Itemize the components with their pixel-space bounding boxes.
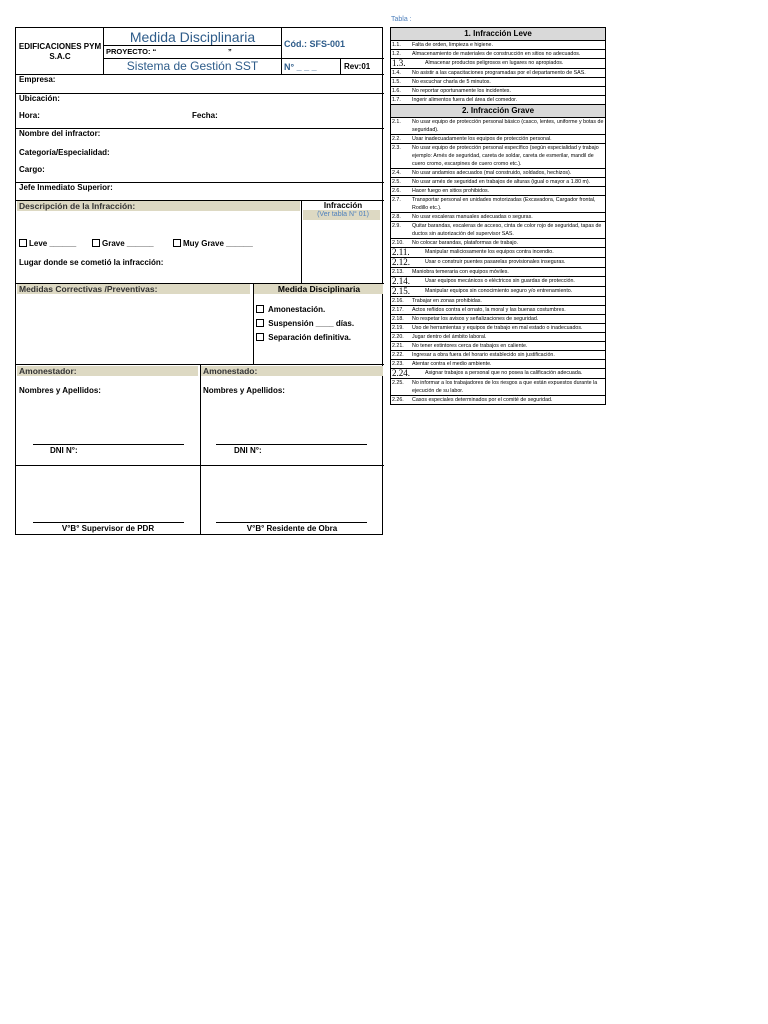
- infraction-number: 2.3.: [391, 144, 412, 169]
- form-code: Cód.: SFS-001: [284, 39, 346, 49]
- infraction-number: 2.13.: [391, 268, 412, 277]
- infraction-text: No colocar barandas, plataformas de trabajo.: [411, 239, 606, 248]
- table-row: [391, 351, 606, 360]
- amonestacion-label: Amonestación.: [267, 305, 326, 314]
- infraction-text: No asistir a las capacitaciones programadas por el departamento de SAS.: [411, 69, 606, 78]
- infraction-text: Manipular equipos sin conocimiento seguro y/o entrenamiento.: [411, 287, 606, 297]
- amonestador-heading: Amonestador:: [19, 366, 77, 376]
- infractor-label: Nombre del infractor:: [19, 129, 101, 138]
- infraction-number: 1.4.: [391, 69, 412, 78]
- table-row: [391, 118, 606, 135]
- amonestador-dni-label: DNI N°:: [50, 446, 78, 455]
- table-row: [391, 258, 606, 268]
- amonestacion-option[interactable]: [256, 305, 325, 314]
- infraction-text: Jugar dentro del ámbito laboral.: [411, 333, 606, 342]
- jefe-label: Jefe Inmediato Superior:: [19, 183, 113, 192]
- infraction-text: Ingerir alimentos fuera del área del comedor.: [411, 96, 606, 105]
- infraction-text: Almacenar productos peligrosos en lugares no apropiados.: [411, 59, 606, 69]
- infraction-text: No usar escaleras manuales adecuadas o seguras.: [411, 213, 606, 222]
- table-row: [391, 342, 606, 351]
- amonestado-nombres-label: Nombres y Apellidos:: [203, 386, 285, 395]
- infraction-text: Atentar contra el medio ambiente.: [411, 360, 606, 369]
- infraction-number: 2.25.: [391, 379, 412, 396]
- separacion-label: Separación definitiva.: [268, 333, 351, 342]
- infraction-number: 2.5.: [391, 178, 412, 187]
- table-row: [391, 69, 606, 78]
- table-row: [391, 369, 606, 379]
- infraction-number: 2.18.: [391, 315, 412, 324]
- table-row: [391, 268, 606, 277]
- infraction-number: 1.3.: [391, 59, 412, 69]
- infraction-text: Falta de orden, limpieza e higiene.: [411, 41, 606, 50]
- infraction-text: Hacer fuego en sitios prohibidos.: [411, 187, 606, 196]
- separacion-checkbox[interactable]: [256, 333, 264, 341]
- infraction-number: 2.10.: [391, 239, 412, 248]
- infraction-number: 2.6.: [391, 187, 412, 196]
- muy-grave-label: Muy Grave ______: [183, 239, 253, 248]
- ubicacion-label: Ubicación:: [19, 94, 60, 103]
- leve-checkbox[interactable]: [19, 239, 27, 247]
- table-row: [391, 306, 606, 315]
- table-row: [391, 96, 606, 105]
- table-row: [391, 297, 606, 306]
- vb-residente-label: V°B° Residente de Obra: [246, 524, 338, 533]
- infraction-number: 1.5.: [391, 78, 412, 87]
- table-row: [391, 396, 606, 405]
- disciplinary-form: [15, 27, 383, 535]
- suspension-option[interactable]: [256, 319, 354, 328]
- infraction-number: 2.14.: [392, 276, 410, 286]
- infraction-number: 2.1.: [391, 118, 412, 135]
- infraction-text: No tener extintores cerca de trabajos en caliente.: [411, 342, 606, 351]
- table-row: [391, 169, 606, 178]
- table-row: [391, 135, 606, 144]
- infraction-text: No usar equipo de protección personal específico (según especialidad y trabajo ejemplo: Arnés de seguridad, careta de soldar, careta de esmerilar, mandil de cuero cromo, escarpines de cuero cromo etc.).: [411, 144, 606, 169]
- table-caption: Tabla :: [391, 16, 412, 23]
- table-row: [391, 178, 606, 187]
- infractions-table: [390, 27, 606, 405]
- table-row: [391, 144, 606, 169]
- infraction-number: 2.12.: [392, 257, 410, 267]
- lugar-label: Lugar donde se cometió la infracción:: [19, 258, 164, 267]
- table-row: [391, 379, 606, 396]
- form-title: Medida Disciplinaria: [129, 29, 256, 45]
- grave-option[interactable]: [92, 239, 154, 248]
- infraction-text: No respetar los avisos y señalizaciones de seguridad.: [411, 315, 606, 324]
- infraction-text: No usar equipo de protección personal básico (casco, lentes, uniforme y botas de seguridad).: [411, 118, 606, 135]
- table-row: [391, 287, 606, 297]
- table-row: [391, 239, 606, 248]
- table-row: [391, 324, 606, 333]
- infraction-number: 2.4.: [391, 169, 412, 178]
- fecha-label: Fecha:: [192, 111, 218, 120]
- table-row: [391, 196, 606, 213]
- infraction-number: 2.11.: [392, 247, 410, 257]
- infraction-text: Usar equipos mecánicos o eléctricos sin guardas de protección.: [411, 277, 606, 287]
- table-row: [391, 315, 606, 324]
- infraction-text: No reportar oportunamente los incidentes.: [411, 87, 606, 96]
- infraction-text: Manipular maliciosamente los equipos contra incendio.: [411, 248, 606, 258]
- infraction-number: 2.9.: [391, 222, 412, 239]
- table-row: [391, 41, 606, 50]
- infraction-text: No escuchar charla de 5 minutos.: [411, 78, 606, 87]
- infraction-number: 2.17.: [391, 306, 412, 315]
- table-row: [391, 222, 606, 239]
- empresa-label: Empresa:: [19, 75, 56, 84]
- leve-label: Leve ______: [29, 239, 77, 248]
- hora-label: Hora:: [19, 111, 40, 120]
- descripcion-heading: Descripción de la Infracción:: [19, 201, 136, 211]
- infraction-text: Usar inadecuadamente los equipos de protección personal.: [411, 135, 606, 144]
- system-name: Sistema de Gestión SST: [126, 59, 259, 73]
- infraction-text: Trabajar en zonas prohibidas.: [411, 297, 606, 306]
- infraction-number: 2.16.: [391, 297, 412, 306]
- categoria-label: Categoría/Especialidad:: [19, 148, 110, 157]
- table-row: [391, 360, 606, 369]
- grave-label: Grave ______: [102, 239, 154, 248]
- infraction-number: 2.22.: [391, 351, 412, 360]
- form-revision: Rev:01: [344, 62, 371, 71]
- infraction-text: Actos reñidos contra el ornato, la moral y las buenas costumbres.: [411, 306, 606, 315]
- infraction-number: 2.7.: [391, 196, 412, 213]
- amonestador-nombres-label: Nombres y Apellidos:: [19, 386, 101, 395]
- table-row: [391, 333, 606, 342]
- table-row: [391, 277, 606, 287]
- infraction-text: Quitar barandas, escaleras de acceso, cinta de color rojo de seguridad, tapas de ductos sin autorización del supervisor SAS.: [411, 222, 606, 239]
- infraction-text: No usar andamios adecuados (mal construido, soldados, hechizos).: [411, 169, 606, 178]
- infraction-number: 2.24.: [392, 368, 410, 378]
- amonestacion-checkbox[interactable]: [256, 305, 264, 313]
- medida-disciplinaria-heading: Medida Disciplinaria: [277, 284, 361, 294]
- table-row: [391, 50, 606, 59]
- infraction-number: 2.23.: [391, 360, 412, 369]
- muy-grave-checkbox[interactable]: [173, 239, 181, 247]
- infraction-text: Maniobra temeraria con equipos móviles.: [411, 268, 606, 277]
- table-row: [391, 187, 606, 196]
- infraction-text: Usar o construir puentes pasarelas provisionales inseguras.: [411, 258, 606, 268]
- table-row: [391, 213, 606, 222]
- infraction-number: 1.6.: [391, 87, 412, 96]
- amonestado-dni-label: DNI N°:: [234, 446, 262, 455]
- vb-supervisor-label: V°B° Supervisor de PDR: [61, 524, 155, 533]
- table-row: [391, 248, 606, 258]
- infraction-number: 2.8.: [391, 213, 412, 222]
- leve-option[interactable]: [19, 239, 76, 248]
- infraccion-heading: Infracción: [323, 201, 363, 210]
- infraction-text: No usar arnés de seguridad en trabajos de alturas (igual o mayor a 1.80 m).: [411, 178, 606, 187]
- infraction-text: Almacenamiento de materiales de construcción en sitios no adecuados.: [411, 50, 606, 59]
- table-row: [391, 59, 606, 69]
- infraction-text: Ingresar a obra fuera del horario establecido sin justificación.: [411, 351, 606, 360]
- infraction-text: Transportar personal en unidades motorizadas (Excavadora, Cargador frontal, Rodillo etc.).: [411, 196, 606, 213]
- project-label: PROYECTO: “: [106, 47, 157, 56]
- infraction-number: 2.26.: [391, 396, 412, 405]
- table-row: [391, 87, 606, 96]
- muy-grave-option[interactable]: [173, 239, 253, 248]
- infraction-number: 2.20.: [391, 333, 412, 342]
- grave-section-title: 2. Infracción Grave: [391, 105, 606, 118]
- separacion-option[interactable]: [256, 333, 351, 342]
- infraction-number: 2.19.: [391, 324, 412, 333]
- project-close-quote: ”: [228, 47, 232, 56]
- infraction-text: Casos especiales determinados por el comité de seguridad.: [411, 396, 606, 405]
- infraction-text: Asignar trabajos a personal que no posea la calificación adecuada.: [411, 369, 606, 379]
- suspension-label: Suspensión ____ días.: [268, 319, 355, 328]
- suspension-checkbox[interactable]: [256, 319, 264, 327]
- table-row: [391, 78, 606, 87]
- infraction-number: 2.2.: [391, 135, 412, 144]
- infraction-number: 2.15.: [392, 286, 410, 296]
- infraction-number: 1.1.: [391, 41, 412, 50]
- infraction-text: Uso de herramientas y equipos de trabajo en mal estado o inadecuados.: [411, 324, 606, 333]
- infraction-number: 1.7.: [391, 96, 412, 105]
- leve-section-title: 1. Infracción Leve: [391, 28, 606, 41]
- company-name: EDIFICACIONES PYM S.A.C: [18, 42, 102, 61]
- cargo-label: Cargo:: [19, 165, 45, 174]
- grave-checkbox[interactable]: [92, 239, 100, 247]
- form-number: N° _ _ _: [284, 62, 317, 72]
- medidas-heading: Medidas Correctivas /Preventivas:: [19, 284, 158, 294]
- ver-tabla-note: (Ver tabla N° 01): [317, 211, 369, 218]
- infraction-number: 2.21.: [391, 342, 412, 351]
- infraction-text: No informar a los trabajadores de los riesgos a que están expuestos durante la ejecución de su labor.: [411, 379, 606, 396]
- infraction-number: 1.2.: [391, 50, 412, 59]
- amonestado-heading: Amonestado:: [203, 366, 258, 376]
